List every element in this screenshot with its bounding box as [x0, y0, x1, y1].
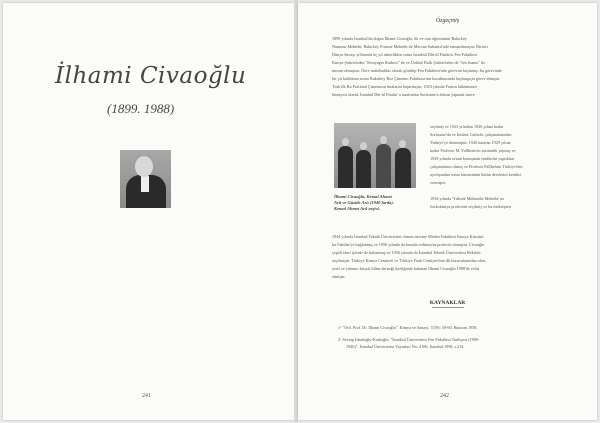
- photo-figure-head: [360, 142, 367, 150]
- body-line: seçilmiştir. Türkiye Kimya Cemiyeti ve Türkiye Fizik Cemiyeti'nin ilk kurucularından olan,: [332, 258, 486, 263]
- body-line: Numune Mektebi, Bakırköy Fransız Mektebi ile Mercan Sultanisi'nde tamamlamıştır. Birinci: [332, 44, 488, 49]
- photo-figure: [376, 144, 391, 188]
- body-line: Türkiye'ye dönmüştür. 1926 haziran 1929 yılına: [430, 140, 511, 145]
- body-line: Kimya Şubesi'nden "Kimyager Rutbesi" ile ve Ürdünî Fizik Şubesi'nden de "fen lisansı" ile: [332, 60, 486, 65]
- body-line: etmiştir.: [332, 274, 346, 279]
- body-line: Sorbonne'da ve İnstitut Catholic çalışmalarından: [430, 132, 512, 137]
- left-page: [3, 3, 294, 420]
- body-line: Dünya Savaşı yıllarında üç yıl askerlikten sonra İstanbul Dâr-ül Fünûn'u Fen Fakültesi: [332, 52, 477, 57]
- body-line: Türk ilk Bu Portland Çimentosu imalatını başarmıştır. 1923 yılında Fransa bükümünce: [332, 84, 478, 89]
- body-line: bir yıl kaldıktan sonra Bakırköy Bez Çimento Fabrikası'nın kurulmasında başlangıçta görev almıştır.: [332, 76, 501, 81]
- reference-item: 2- Sevtap Ishakoğlu-Kadıoğlu, "İstanbul Üniversitesi Fen Fakültesi Tarihçesi (1900-: [338, 337, 480, 342]
- right-page: [298, 3, 597, 420]
- body-line: fizikokimya profesörü seçilmiş ve bu mektepten: [430, 204, 511, 209]
- photo-figure-head: [342, 138, 349, 146]
- body-line: ayrılışından sonra kürsüsünün bütün derslerini kendisi: [430, 172, 521, 177]
- photo-figure-head: [380, 136, 387, 144]
- title-dates: (1899. 1988): [107, 101, 175, 116]
- photo-figure: [338, 146, 353, 188]
- group-photo: [334, 123, 416, 188]
- photo-figure: [356, 150, 371, 188]
- body-line: kadar Profesör M. Fallberin'in asistanlık yapmış ve: [430, 148, 516, 153]
- page-number-right: 242: [440, 393, 449, 399]
- photo-caption-line: Arû ve Güzide Arû (1940'larda).: [334, 200, 394, 205]
- reference-item: 1- "Ord. Prof. Dr. İlhami Civaoğlu", Kimya ve Sanayi, 7(39): 58-60, Haziran 1958.: [338, 325, 478, 330]
- body-line: seçilmiş ve 1923 yılından 1926 yılına kadar: [430, 124, 504, 129]
- portrait-shirt: [141, 176, 149, 192]
- references-heading: KAYNAKLAR: [429, 300, 466, 306]
- body-line: himayesi olarak İstanbul Dâr-ül Fünûn' u tarafından Sorbonne'a ihtisas yapmak üzere: [332, 92, 475, 97]
- photo-caption-line: Kemal Ahmet Arû arşivi.: [334, 206, 380, 211]
- body-line: bu Fakülte'ye bağlanmış ve 1956 yılında da burada ordinaryüs profesör olmuştur. Civaoğlu: [332, 242, 485, 247]
- body-line: 1929 yılında ortam konuşmak etüdlerini yaptıktan: [430, 156, 514, 161]
- references-rule: [432, 307, 464, 308]
- portrait-photo: [120, 150, 171, 208]
- body-line: mezun olmuştur. Önce mütehaddas olarak görülüp Fen Fakültesi'nde görevini başlamış; bu görevinde: [332, 68, 502, 73]
- title-name: İlhami Civaoğlu: [55, 63, 247, 89]
- photo-caption-line: İlhami Civaoğlu, Kemal Ahmet: [334, 194, 392, 199]
- body-line: çeşitli idarî işlerde de bulunmuş ve 1956 yılında da İstanbul Teknik Üniversitesi Rektörü: [332, 250, 481, 255]
- page-number-left: 241: [142, 393, 151, 399]
- photo-figure: [395, 148, 411, 188]
- body-line: çalışmalarını olmuş ve Profesör Fallbehrin Türkiye'den: [430, 164, 523, 169]
- body-line: 1934 yılında 'Yüksek Mühendis Mektebi' ne: [430, 196, 505, 201]
- body-line: 1944 yılında İstanbul Teknik Üniversitesi olması üzerine Maden Fakültesi Kimya Kürsüsü: [332, 234, 484, 239]
- photo-figure-head: [399, 140, 406, 148]
- section-heading: Özgeçmiş: [435, 18, 460, 24]
- portrait-face: [135, 156, 153, 177]
- body-line: yerli ve yabancı birçok bilim derneği üyeliğinde bulunan İlhami Civaoğlu 1988'de vefat: [332, 266, 480, 271]
- reference-item: 1946)", İstanbul Üniversitesi Yayınları No: 4106, İstanbul 1998, s.214.: [346, 344, 465, 349]
- body-line: 1899 yılında İstanbul'da doğan İlhami Civaoğlu, ilk ve orta öğrenimini Bakırköy: [332, 36, 468, 41]
- body-line: vermiştir.: [430, 180, 446, 185]
